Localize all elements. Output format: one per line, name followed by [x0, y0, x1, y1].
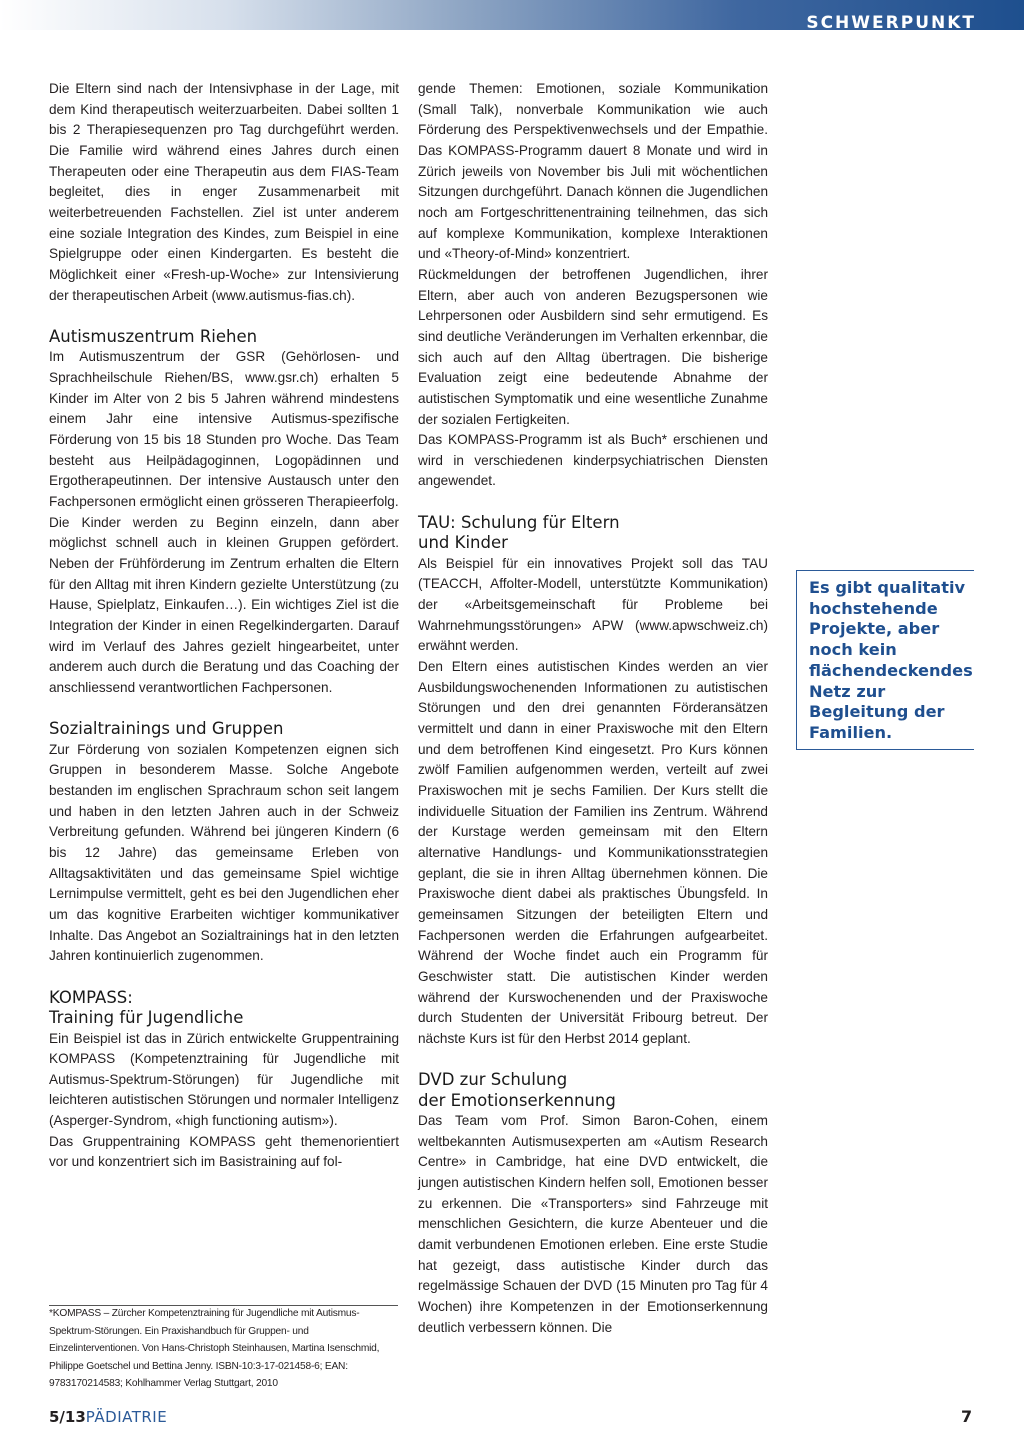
intro-paragraph: Die Eltern sind nach der Intensivphase in der Lage, mit dem Kind therapeutisch weiterzuarbeiten. Dabei sollten 1 bis 2 Therapiesequenzen pro Tag durchgeführt werden. Die Familie wird während eines Jahres durch einen Therapeuten oder eine Therapeutin aus dem FIAS-Team begleitet, dies in enger Zusammenarbeit mit weiterbetreuenden Fachstellen. Ziel ist unter anderem eine soziale Integration des Kindes, zum Beispiel in eine Spielgruppe oder einen Kindergarten. Es besteht die Möglichkeit einer «Fresh-up-Woche» zur Intensivierung der therapeutischen Arbeit (www.autismus-fias.ch). — [49, 81, 399, 303]
heading-kompass-line2: Training für Jugendliche — [49, 1008, 244, 1028]
heading-autismuszentrum-riehen: Autismuszentrum Riehen — [49, 326, 258, 346]
section-label: SCHWERPUNKT — [806, 13, 976, 33]
left-column — [49, 79, 399, 1173]
pull-quote-box — [796, 570, 974, 750]
heading-dvd-line2: der Emotionserkennung — [418, 1090, 616, 1110]
magazine-name: PÄDIATRIE — [85, 1408, 168, 1426]
heading-tau-line1: TAU: Schulung für Eltern — [418, 512, 620, 532]
social-paragraph-1: Zur Förderung von sozialen Kompetenzen eignen sich Gruppen in besonderem Masse. Solche Angebote bestanden im englischen Sprachraum schon seit langem und haben in den letzten Jahren auch in der Schweiz Verbreitung gefunden. Während bei jüngeren Kindern (6 bis 12 Jahre) das gemeinsame Erleben von Alltagsaktivitäten und das gemeinsame Spiel wichtige Lernimpulse vermittelt, geht es bei den Jugendlichen eher um das kognitive Erarbeiten wichtiger kommunikativer Inhalte. Das Angebot an Sozialtrainings hat in den letzten Jahren kontinuierlich zugenommen. — [49, 741, 399, 964]
page-number: 7 — [961, 1407, 973, 1426]
kompass-paragraph-2: Das Gruppentraining KOMPASS geht themenorientiert vor und konzentriert sich im Basistraining auf fol- — [49, 1133, 399, 1170]
kompass-continued-paragraph-3: Das KOMPASS-Programm ist als Buch* erschienen und wird in verschiedenen kinderpsychiatrischen Diensten angewendet. — [418, 432, 768, 489]
kompass-continued-paragraph-1: gende Themen: Emotionen, soziale Kommunikation (Small Talk), nonverbale Kommunikation wie auch Förderung des Perspektivenwechsels und der Empathie. Das KOMPASS-Programm dauert 8 Monate und wird in Zürich jeweils von November bis Juli mit wöchentlichen Sitzungen durchgeführt. Danach können die Jugendlichen noch am Fortgeschrittenentraining teilnehmen, das sich auf komplexe Kommunikation, komplexe Interaktionen und «Theory-of-Mind» konzentriert. — [418, 81, 768, 262]
footnote: *KOMPASS – Zürcher Kompetenztraining für Jugendliche mit Autismus-Spektrum-Störungen. Ein Praxishandbuch für Gruppen- und Einzelinterventionen. Von Hans-Christoph Steinhausen, Martina Isenschmid, Philippe Goetschel und Bettina Jenny. ISBN-10:3-17-021458-6; EAN: 9783170214583; Kohlhammer Verlag Stuttgart, 2010 — [49, 1308, 380, 1389]
kompass-paragraph-1: Ein Beispiel ist das in Zürich entwickelte Gruppentraining KOMPASS (Kompetenztraining für Jugendliche mit Autismus-Spektrum-Störungen) für Jugendliche mit leichteren autistischen Störungen und normaler Intelligenz (Asperger-Syndrom, «high functioning autism»). — [49, 1030, 399, 1129]
issue-number: 5/13 — [49, 1408, 86, 1426]
footer-issue — [49, 1408, 167, 1426]
tau-paragraph-1: Als Beispiel für ein innovatives Projekt soll das TAU (TEACCH, Affolter-Modell, unterstützte Kommunikation) der «Arbeitsgemeinschaft für Probleme bei Wahrnehmungsstörungen» APW (www.apwschweiz.ch) erwähnt werden. — [418, 555, 768, 654]
tau-paragraph-2: Den Eltern eines autistischen Kindes werden an vier Ausbildungswochenenden Informationen zu autistischen Störungen und den drei genannten Förderansätzen vermittelt und dann in einer Praxiswoche mit den Eltern und dem betroffenen Kind eingesetzt. Pro Kurs können zwölf Familien aufgenommen werden, verteilt auf zwei Praxiswochen mit je sechs Familien. Der Kurs stellt die individuelle Situation der Familien ins Zentrum. Während der Kurstage werden gemeinsam mit den Eltern alternative Handlungs- und Kommunikationsstrategien geplant, die sie in ihren Alltag übernehmen können. Die Praxiswoche dient dabei als praktisches Übungsfeld. In gemeinsamen Sitzungen der beteiligten Eltern und Fachpersonen werden die Erfahrungen aufgearbeitet. Während der Woche findet auch ein Programm für Geschwister statt. Die autistischen Kinder werden während der Kurswochenenden und der Praxiswoche durch Studenten der Universität Fribourg betreut. Der nächste Kurs ist für den Herbst 2014 geplant. — [418, 659, 768, 1046]
riehen-paragraph-1: Im Autismuszentrum der GSR (Gehörlosen- und Sprachheilschule Riehen/BS, www.gsr.ch) erhalten 5 Kinder im Alter von 2 bis 5 Jahren während mindestens einem Jahr eine intensive Autismus-spezifische Förderung von 15 bis 18 Stunden pro Woche. Das Team besteht aus Heilpädagoginnen, Logopädinnen und Ergotherapeutinnen. Der intensive Austausch unter den Fachpersonen ermöglicht einen grösseren Therapieerfolg. — [49, 349, 399, 509]
pull-quote-text: Es gibt qualitativ hochstehende Projekte, aber noch kein flächendeckendes Netz zur Begleitung der Familien. — [809, 578, 973, 742]
heading-sozialtrainings: Sozialtrainings und Gruppen — [49, 719, 284, 739]
heading-tau-line2: und Kinder — [418, 533, 508, 553]
heading-kompass — [49, 988, 399, 1029]
heading-dvd — [418, 1070, 768, 1111]
heading-tau — [418, 513, 768, 554]
heading-dvd-line1: DVD zur Schulung — [418, 1070, 568, 1090]
middle-column — [418, 79, 768, 1338]
kompass-continued-paragraph-2: Rückmeldungen der betroffenen Jugendlichen, ihrer Eltern, aber auch von anderen Bezugspersonen wie Lehrpersonen oder Ausbildern sind sehr ermutigend. Es sind deutliche Veränderungen im Verhalten erkennbar, die sich auch auf den Alltag übertragen. Die bisherige Evaluation zeigt eine bedeutende Abnahme der autistischen Symptomatik und eine wesentliche Zunahme der sozialen Fertigkeiten. — [418, 266, 768, 427]
dvd-paragraph-1: Das Team vom Prof. Simon Baron-Cohen, einem weltbekannten Autismusexperten am «Autism Research Centre» in Cambridge, hat eine DVD entwickelt, die jungen autistischen Kindern helfen soll, Emotionen besser zu erkennen. Die «Transporters» sind Fahrzeuge mit menschlichen Gesichtern, die kurze Abenteuer und die damit verbundenen Emotionen erleben. Eine erste Studie hat gezeigt, dass autistische Kinder durch das regelmässige Schauen der DVD (15 Minuten pro Tag für 4 Wochen) ihre Kompetenzen in der Emotionserkennung deutlich verbessern können. Die — [418, 1113, 768, 1335]
riehen-paragraph-2: Die Kinder werden zu Beginn einzeln, dann aber möglichst schnell auch in kleinen Gruppen gefördert. Neben der Frühförderung im Zentrum erhalten die Eltern für den Alltag mit ihren Kindern gezielte Unterstützung (zu Hause, Spielplatz, Einkaufen…). Ein wichtiges Ziel ist die Integration der Kinder in einen Regelkindergarten. Darauf wird im Verlauf des Jahres gezielt hingearbeitet, unter anderem auch durch die Beratung und das Coaching der anschliessend verantwortlichen Fachpersonen. — [49, 514, 399, 695]
heading-kompass-line1: KOMPASS: — [49, 987, 133, 1007]
